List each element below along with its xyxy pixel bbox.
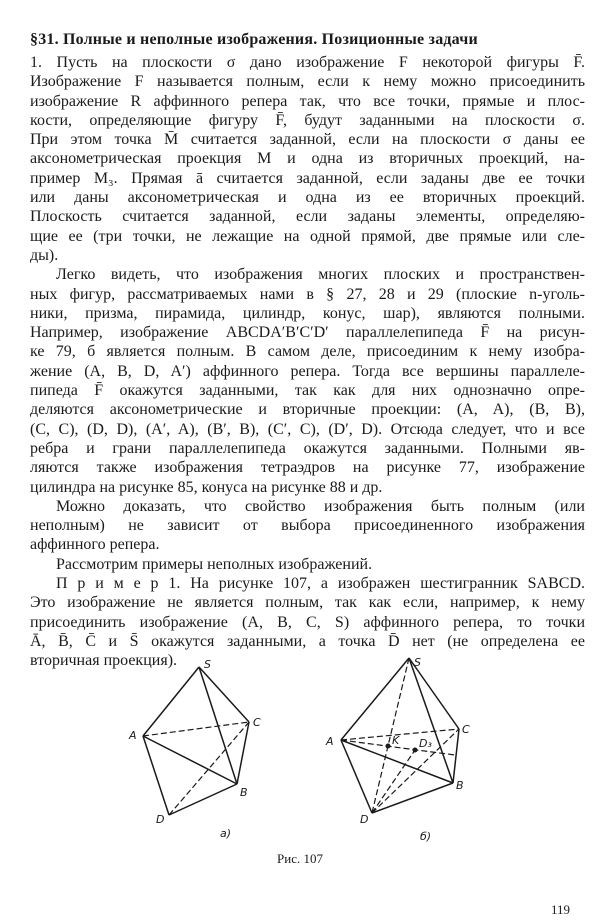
text-line: жение (A, B, D, A′) аффинного репера. Тогда все вершины параллеле- xyxy=(30,362,585,380)
edge-cb xyxy=(237,722,249,784)
edge-cb xyxy=(453,729,459,783)
label-b-a: A xyxy=(326,735,334,748)
text-line: ребра и грани параллелепипеда окажутся заданными. Полными яв- xyxy=(30,439,585,457)
text-line: Плоскость считается заданной, если заданы элементы, определяю- xyxy=(30,208,585,226)
text-line: ных фигур, рассматриваемых нами в § 27, 28 и 29 (плоские n-уголь- xyxy=(30,285,585,303)
edge-sc xyxy=(199,667,249,722)
text-line: щие ее (три точки, не лежащие на одной прямой, две прямые или сле- xyxy=(30,227,585,245)
edge-ac-hidden xyxy=(143,722,249,736)
label-b-s: S xyxy=(414,656,421,669)
text-line: П р и м е р 1. На рисунке 107, а изображен шестигранник SABCD. xyxy=(56,575,585,593)
text-line: цилиндра на рисунке 85, конуса на рисунке 88 и др. xyxy=(30,478,383,496)
figure-caption: Рис. 107 xyxy=(277,851,323,866)
text-line: вторичная проекция). xyxy=(30,652,178,670)
edge-db xyxy=(372,783,453,813)
label-b-d3: D₃ xyxy=(419,737,432,750)
text-line: ке 79, б является полным. В самом деле, присоединим к нему изобра- xyxy=(30,343,585,361)
label-a-s: S xyxy=(204,658,211,671)
figure-b xyxy=(341,658,459,813)
text-line: ники, призма, пирамида, цилиндр, конус, шар), являются полными. xyxy=(30,304,585,322)
text-line: ды). xyxy=(30,246,59,264)
text-line: изображение R аффинного репера так, что все точки, прямые и плос- xyxy=(30,92,585,110)
label-a-b: B xyxy=(240,786,248,799)
text-line: Например, изображение ABCDA′B′C′D′ параллелепипеда F̄ на рисун- xyxy=(30,324,585,342)
text-line: пример M₃. Прямая ā считается заданной, если заданы две ее точки xyxy=(30,169,585,187)
text-line: (C, C), (D, D), (A′, A), (B′, B), (C′, C), (D′, D). Отсюда следует, что и все xyxy=(30,420,585,438)
sublabel-a: а) xyxy=(220,827,232,840)
label-b-c: C xyxy=(462,723,470,736)
text-line: присоединить изображение (A, B, C, S) аффинного репера, то точки xyxy=(30,613,585,631)
edge-sa xyxy=(341,658,409,740)
section-title: §31. Полные и неполные изображения. Позиционные задачи xyxy=(30,31,478,48)
edge-db xyxy=(169,784,237,815)
point-d3 xyxy=(413,748,417,752)
text-line: 1. Пусть на плоскости σ дано изображение F некоторой фигуры F̄. xyxy=(30,54,585,71)
text-line: или даны аксонометрическая и одна из ее вторичных проекций. xyxy=(30,189,585,207)
sublabel-b: б) xyxy=(420,830,432,843)
edge-ad xyxy=(341,740,372,813)
text-line: ляются также изображения тетраэдров на рисунке 77, изображение xyxy=(30,459,585,477)
text-line: Это изображение не является полным, так как если, например, к нему xyxy=(30,594,585,612)
point-k xyxy=(386,744,390,748)
text-line: аксонометрическая проекция M и одна из вторичных проекций, на- xyxy=(30,150,585,168)
edge-sa xyxy=(143,667,199,736)
label-a-d: D xyxy=(156,813,165,826)
text-line: Рассмотрим примеры неполных изображений. xyxy=(56,555,373,573)
label-a-a: A xyxy=(129,729,137,742)
label-b-k: K xyxy=(392,734,400,747)
text-line: Можно доказать, что свойство изображения быть полным (или xyxy=(56,497,585,515)
edge-dc-hidden xyxy=(372,729,459,813)
text-line: аффинного репера. xyxy=(30,536,160,554)
label-b-d: D xyxy=(360,813,369,826)
text-line: неполным) не зависит от выбора присоединенного изображения xyxy=(30,517,585,535)
text-line: пипеда F̄ окажутся заданными, так как для них однозначно опре- xyxy=(30,382,585,400)
text-line: кости, определяющие фигуру F̄, будут заданными на плоскости σ. xyxy=(30,111,585,129)
label-a-c: C xyxy=(253,716,261,729)
label-b-b: B xyxy=(456,779,464,792)
edge-sb xyxy=(409,658,453,783)
figure-a xyxy=(143,667,249,815)
text-line: деляются аксонометрические и вторичные проекции: (A, A), (B, B), xyxy=(30,401,585,419)
edge-ac-hidden xyxy=(341,729,459,740)
text-line: При этом точка M̄ считается заданной, если на плоскости σ даны ее xyxy=(30,131,585,149)
edge-dc-hidden xyxy=(169,722,249,815)
text-line: Изображение F называется полным, если к нему можно присоединить xyxy=(30,73,585,91)
text-line: Легко видеть, что изображения многих плоских и пространствен- xyxy=(56,266,585,284)
page-number: 119 xyxy=(550,902,570,917)
text-line: Ā, B̄, C̄ и S̄ окажутся заданными, а точка D̄ нет (не определена ее xyxy=(30,632,585,650)
